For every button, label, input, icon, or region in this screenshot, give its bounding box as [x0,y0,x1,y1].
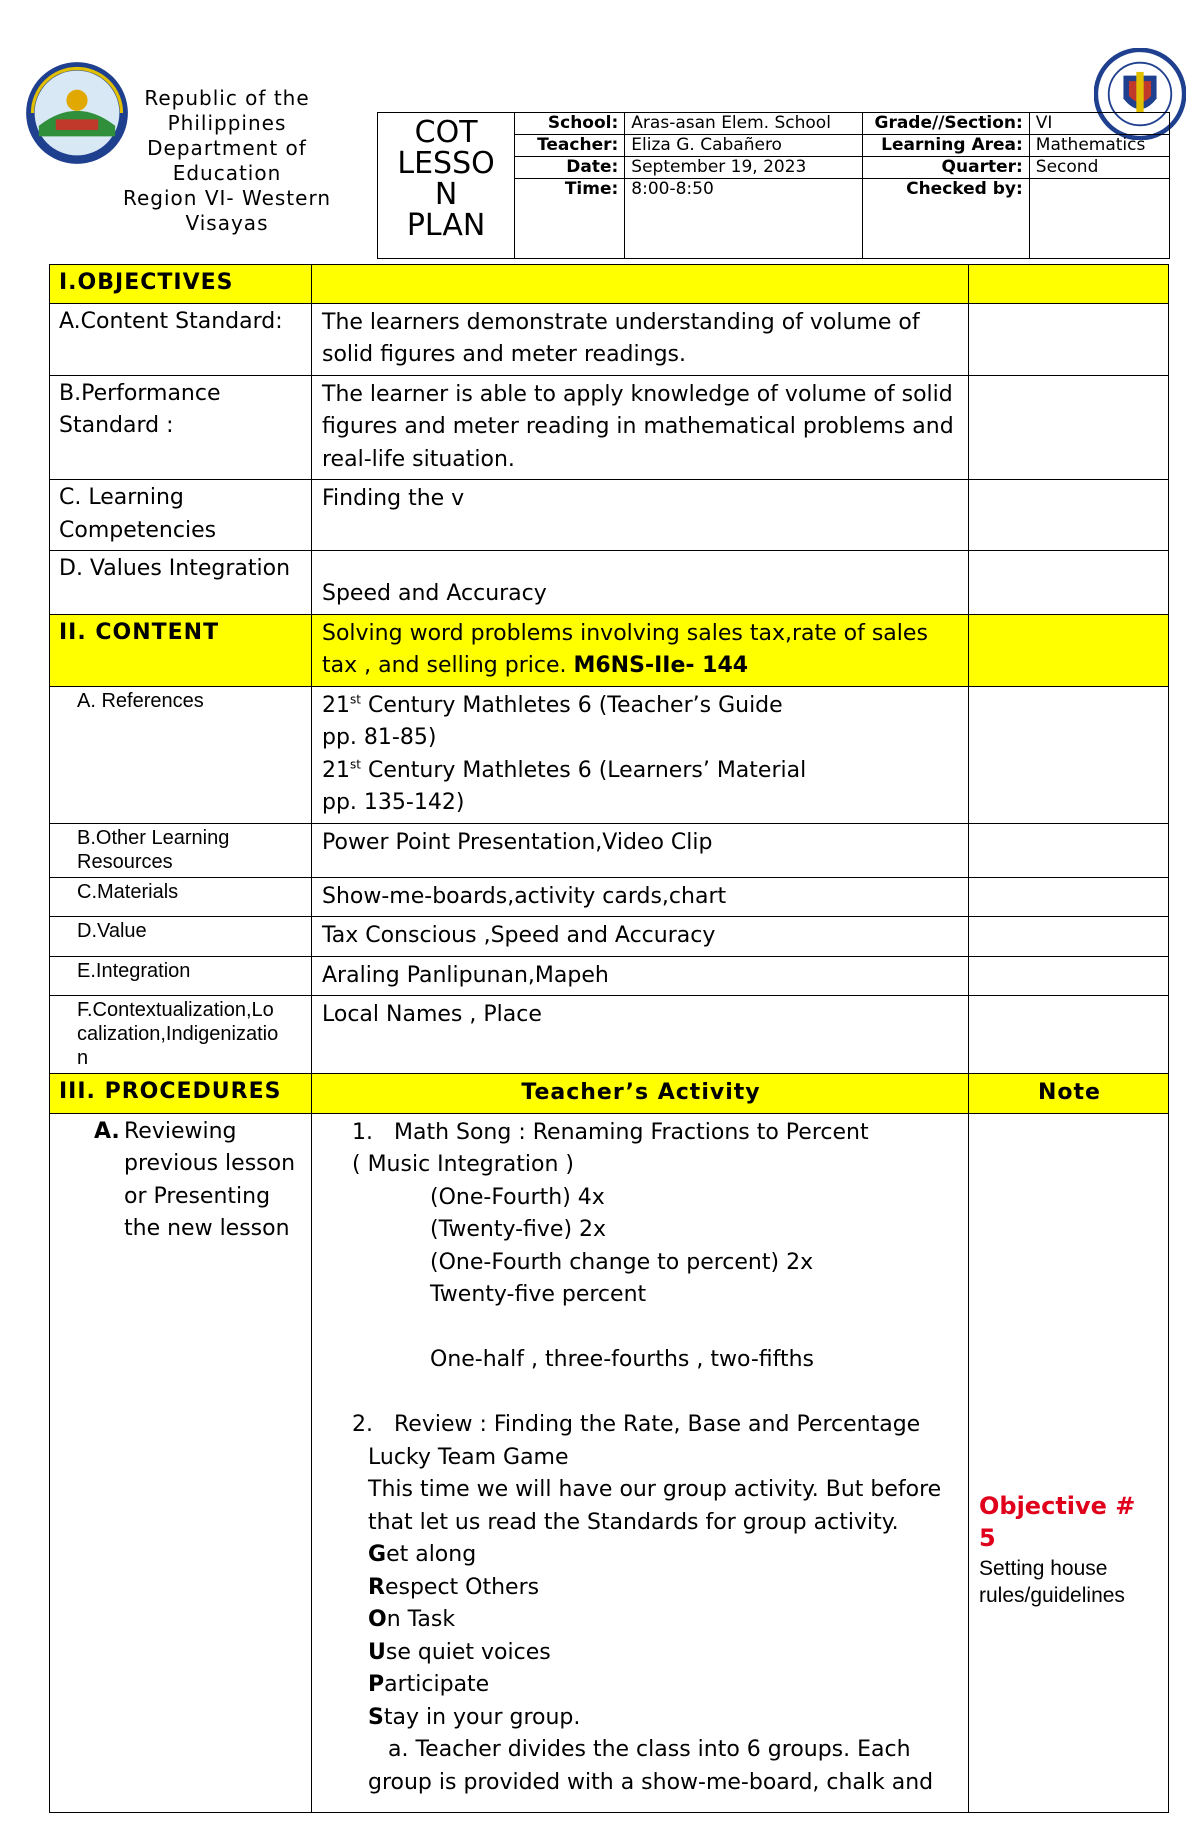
grade-value: VI [1029,113,1169,135]
values-text: Speed and Accuracy [312,551,969,615]
gov-line: Visayas [185,211,269,235]
competencies-text: Finding the v [312,480,969,551]
note-heading: Note [969,1074,1169,1114]
quarter-label: Quarter: [862,157,1029,179]
table-row [50,956,1169,996]
gov-line: Department of [147,136,307,160]
time-label: Time: [515,179,625,259]
table-row [50,1113,1169,1812]
gov-line: Education [172,161,282,185]
table-row [50,480,1169,551]
gov-line: Region VI- Western [123,186,331,210]
reviewing-label: A. Reviewing previous lesson or Presenting the new lesson [50,1113,312,1812]
content-heading: II. CONTENT [50,614,312,686]
table-row [50,1074,1169,1114]
table-row [50,265,1169,304]
value-text: Tax Conscious ,Speed and Accuracy [312,917,969,957]
table-row [50,686,1169,823]
values-label: D. Values Integration [50,551,312,615]
content-standard-label: A.Content Standard: [50,303,312,375]
teacher-value: Eliza G. Cabañero [625,135,862,157]
objectives-heading: I.OBJECTIVES [50,265,312,304]
area-label: Learning Area: [862,135,1029,157]
materials-label: C.Materials [50,877,312,917]
performance-standard-text: The learner is able to apply knowledge of volume of solid figures and meter reading in mathematical problems and real-life situation. [312,375,969,480]
school-value: Aras-asan Elem. School [625,113,862,135]
integration-label: E.Integration [50,956,312,996]
area-value: Mathematics [1029,135,1169,157]
date-label: Date: [515,157,625,179]
contextualization-label: F.Contextualization,Lo calization,Indigenizatio n [50,996,312,1074]
other-resources-text: Power Point Presentation,Video Clip [312,823,969,877]
content-standard-text: The learners demonstrate understanding of volume of solid figures and meter readings. [312,303,969,375]
teacher-label: Teacher: [515,135,625,157]
teachers-activity-text: 1. Math Song : Renaming Fractions to Percent ( Music Integration ) (One-Fourth) 4x (Twenty-five) 2x (One-Fourth change to percent) 2x Twenty-five percent One-half , three-fourths , two-fifths 2. Review : Finding the Rate, Base and Percentage Lucky Team Game This time we will have our group activity. But before that let us read the Standards for group activity. Get along Respect Others On Task Use quiet voices Participate Stay in your group. a. Teacher divides the class into 6 groups. Each group is provided with a show-me-board, chalk and [312,1113,969,1812]
table-row [50,551,1169,615]
lesson-plan-table [49,264,1169,1813]
competency-code: M6NS-IIe- 144 [573,653,749,678]
value-label: D.Value [50,917,312,957]
government-heading [104,86,350,236]
table-row [50,375,1169,480]
note-cell: Objective # 5 Setting house rules/guidelines [969,1113,1169,1812]
date-value: September 19, 2023 [625,157,862,179]
references-text: 21st Century Mathletes 6 (Teacher’s Guide pp. 81-85) 21st Century Mathletes 6 (Learners’ Material pp. 135-142) [312,686,969,823]
table-row [50,823,1169,877]
procedures-heading: III. PROCEDURES [50,1074,312,1114]
table-row [50,303,1169,375]
table-row [50,917,1169,957]
references-label: A. References [50,686,312,823]
performance-standard-label: B.Performance Standard : [50,375,312,480]
contextualization-text: Local Names , Place [312,996,969,1074]
checked-label: Checked by: [862,179,1029,259]
teachers-activity-heading: Teacher’s Activity [312,1074,969,1114]
integration-text: Araling Panlipunan,Mapeh [312,956,969,996]
school-label: School: [515,113,625,135]
gov-line: Philippines [167,111,287,135]
gov-line: Republic of the [144,86,310,110]
materials-text: Show-me-boards,activity cards,chart [312,877,969,917]
quarter-value: Second [1029,157,1169,179]
header-table [377,112,1170,259]
other-resources-label: B.Other Learning Resources [50,823,312,877]
grade-label: Grade//Section: [862,113,1029,135]
competencies-label: C. Learning Competencies [50,480,312,551]
table-row [50,996,1169,1074]
content-topic: Solving word problems involving sales tax,rate of sales tax , and selling price. M6NS-IIe- 144 [312,614,969,686]
table-row [50,877,1169,917]
checked-value [1029,179,1169,259]
step-letter: A. [94,1118,120,1144]
time-value: 8:00-8:50 [625,179,862,259]
objective-title: Objective # 5 [979,1491,1136,1552]
table-row [50,614,1169,686]
doc-title: COT LESSO N PLAN [378,113,515,259]
